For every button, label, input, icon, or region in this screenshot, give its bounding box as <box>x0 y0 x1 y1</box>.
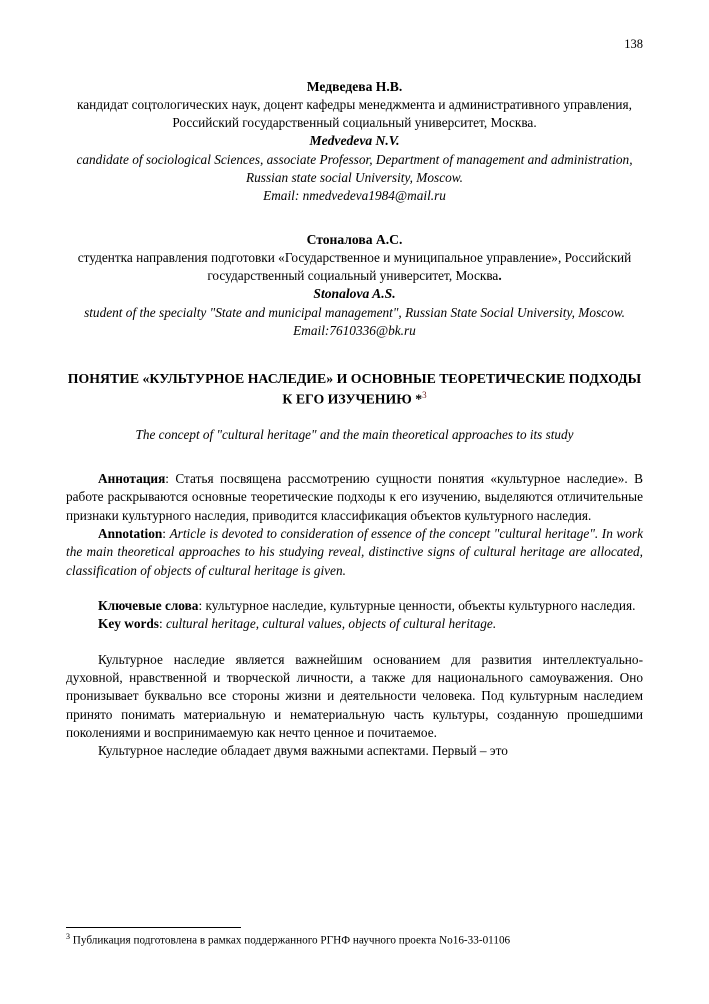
title-footnote-marker: 3 <box>422 389 427 400</box>
author2-affiliation-ru-period: . <box>498 268 502 284</box>
author1-affiliation-ru: кандидат соцтологических наук, доцент кафедры менеджмента и административного управления, Российский государственный социальный университет, Москва. <box>77 97 632 131</box>
body-paragraph-1: Культурное наследие является важнейшим основанием для развития интеллектуально-духовной, нравственной и творческой личности, а также для национального самоуважения. Оно пронизывает буквально все стороны жизни и деятельности человека. Под культурным наследием принято понимать материальную и нематериальную часть культуры, созданную прошедшими поколениями и воспринимаемую как нечто ценное и почитаемое. <box>66 651 643 740</box>
spacer <box>66 340 643 370</box>
article-title-en: The concept of "cultural heritage" and the main theoretical approaches to its study <box>135 426 574 442</box>
abstract-text-en: Article is devoted to consideration of essence of the concept "cultural heritage". In work the main theoretical approaches to his studying reveal, distinctive signs of cultural heritage are allocated, classification of objects of cultural heritage is given. <box>66 525 644 578</box>
author-block-2 <box>66 231 643 340</box>
spacer <box>66 205 643 231</box>
article-title-ru-text: ПОНЯТИЕ «КУЛЬТУРНОЕ НАСЛЕДИЕ» И ОСНОВНЫЕ ТЕОРЕТИЧЕСКИЕ ПОДХОДЫ К ЕГО ИЗУЧЕНИЮ * <box>67 370 642 407</box>
abstract-label-ru: Аннотация <box>98 470 166 486</box>
author-block-1 <box>66 78 643 205</box>
spacer <box>66 444 643 470</box>
footnote-body: Публикация подготовлена в рамках поддержанного РГНФ научного проекта No16-33-01106 <box>72 934 511 947</box>
abstract-colon-ru: : <box>165 470 169 486</box>
spacer <box>66 409 643 426</box>
abstract-ru <box>66 470 643 525</box>
author1-name-en: Medvedeva N.V. <box>309 133 400 149</box>
abstract-colon-en: : <box>162 525 166 541</box>
keywords-text-ru: культурное наследие, культурные ценности, объекты культурного наследия. <box>205 597 636 613</box>
author1-email: Email: nmedvedeva1984@mail.ru <box>263 187 446 203</box>
body-paragraph-2: Культурное наследие обладает двумя важными аспектами. Первый – это <box>98 743 508 759</box>
author2-email: Email:7610336@bk.ru <box>293 322 416 338</box>
keywords-label-en: Key words <box>98 616 159 632</box>
abstract-en <box>66 525 643 580</box>
page-number: 138 <box>624 37 643 51</box>
author2-affiliation-ru-text: студентка направления подготовки «Государственное и муниципальное управление», Российский государственный социальный университет, Москва <box>77 250 632 284</box>
footnote-text <box>66 932 643 948</box>
keywords-colon-ru: : <box>198 597 203 613</box>
author2-affiliation-en: student of the specialty "State and municipal management", Russian State Social University, Moscow. <box>84 304 625 320</box>
abstract-text-ru: Статья посвящена рассмотрению сущности понятия «культурное наследие». В работе раскрываются основные теоретические подходы к его изучению, выделяются отличительные признаки культурного наследия, приводится классификация объектов культурного наследия. <box>66 470 643 523</box>
keywords-label-ru: Ключевые слова <box>98 597 199 613</box>
author2-name-ru: Стоналова А.С. <box>306 231 403 247</box>
keywords-en <box>66 615 643 633</box>
keywords-ru <box>66 597 643 615</box>
footnote-separator <box>66 927 241 928</box>
spacer <box>66 634 643 651</box>
abstract-label-en: Annotation <box>98 525 163 541</box>
keywords-text-en: cultural heritage, cultural values, objects of cultural heritage. <box>165 616 497 632</box>
author2-affiliation-ru <box>66 249 643 285</box>
spacer <box>66 580 643 597</box>
keywords-colon-en: : <box>158 616 163 632</box>
author1-affiliation-en: candidate of sociological Sciences, associate Professor, Department of management and administration, Russian state social University, Moscow. <box>76 151 633 185</box>
footnote-area <box>66 927 643 948</box>
article-title-ru <box>66 370 643 409</box>
author1-name-ru: Медведева Н.В. <box>306 78 403 94</box>
footnote-marker: 3 <box>66 931 70 941</box>
author2-name-en: Stonalova A.S. <box>313 286 396 302</box>
